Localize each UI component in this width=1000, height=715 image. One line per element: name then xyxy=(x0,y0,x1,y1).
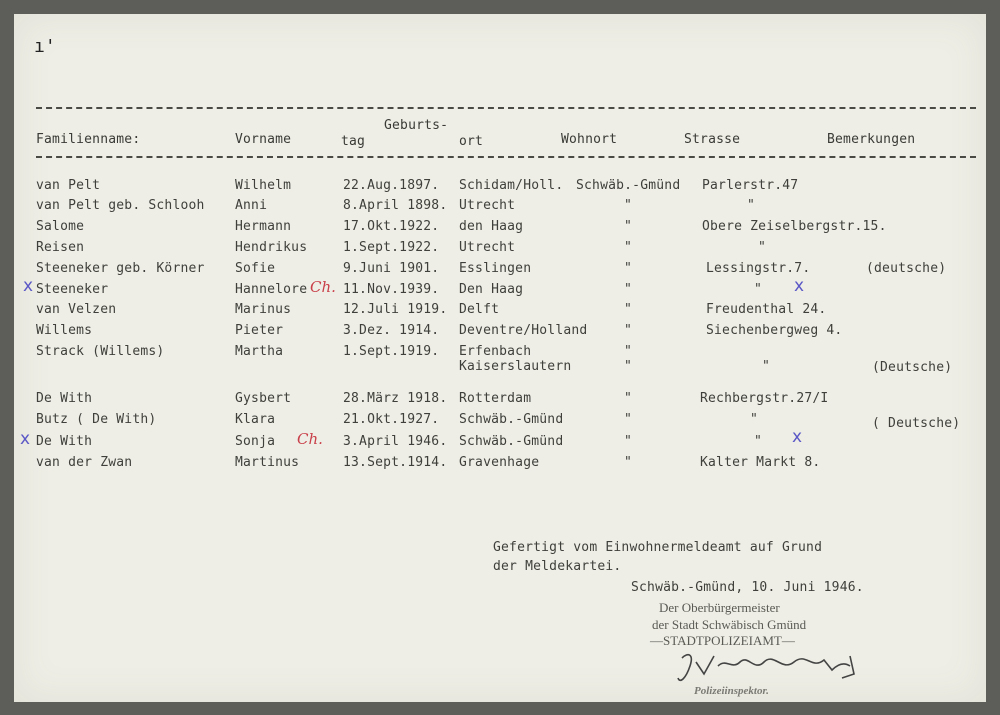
table-row-strasse: " xyxy=(754,434,763,449)
table-row-ort: Delft xyxy=(459,302,500,317)
table-row-ort: Utrecht xyxy=(459,198,516,213)
table-row-strasse: Rechbergstr.27/I xyxy=(700,391,829,406)
top-dashed-rule xyxy=(36,107,976,109)
table-row-ort: Schidam/Holl. xyxy=(459,178,564,193)
x-mark: x xyxy=(20,429,31,449)
table-row-vorname: Anni xyxy=(235,198,268,213)
table-row-familienname: van Pelt geb. Schlooh xyxy=(36,198,205,213)
table-row-familienname: van der Zwan xyxy=(36,455,133,470)
table-row-vorname: Hendrikus xyxy=(235,240,308,255)
stamp-line-3: —STADTPOLIZEIAMT— xyxy=(650,633,795,648)
table-row-bemerkungen: ( Deutsche) xyxy=(872,416,961,431)
table-row-familienname: Butz ( De With) xyxy=(36,412,157,427)
red-handwritten-mark: Ch. xyxy=(310,278,336,296)
corner-mark: ı' xyxy=(34,36,56,57)
table-row-wohnort: " xyxy=(624,302,633,317)
table-row-strasse: Obere Zeiselbergstr.15. xyxy=(702,219,887,234)
table-row-ort: Esslingen xyxy=(459,261,532,276)
table-row-ort: Schwäb.-Gmünd xyxy=(459,434,564,449)
table-row-tag: 12.Juli 1919. xyxy=(343,302,448,317)
table-row-strasse: " xyxy=(758,240,767,255)
table-row-tag: 21.Okt.1927. xyxy=(343,412,440,427)
header-tag: tag xyxy=(341,134,366,149)
table-row-ort: Utrecht xyxy=(459,240,516,255)
table-row-ort: Gravenhage xyxy=(459,455,540,470)
table-row-tag: 17.Okt.1922. xyxy=(343,219,440,234)
table-row-vorname: Pieter xyxy=(235,323,284,338)
table-row-tag: 11.Nov.1939. xyxy=(343,282,440,297)
table-row-familienname: De With xyxy=(36,391,93,406)
table-row-wohnort: " xyxy=(624,198,633,213)
stamp-line-1: Der Oberbürgermeister xyxy=(659,600,780,615)
table-row-ort: den Haag xyxy=(459,219,524,234)
signature-title: Polizeiinspektor. xyxy=(694,685,769,697)
header-geburts: Geburts- xyxy=(384,118,449,133)
header-vorname: Vorname xyxy=(235,132,292,147)
table-row-vorname: Sonja xyxy=(235,434,276,449)
table-row-familienname: Reisen xyxy=(36,240,85,255)
header-dashed-rule xyxy=(36,156,976,158)
x-mark: x xyxy=(792,427,803,447)
table-row-vorname: Marinus xyxy=(235,302,292,317)
table-row-strasse: Freudenthal 24. xyxy=(706,302,827,317)
table-row-wohnort: " xyxy=(624,219,633,234)
table-row-tag: 9.Juni 1901. xyxy=(343,261,440,276)
red-handwritten-mark: Ch. xyxy=(297,430,323,448)
table-row-strasse: Parlerstr.47 xyxy=(702,178,799,193)
table-row-vorname: Sofie xyxy=(235,261,276,276)
document-sheet xyxy=(14,14,986,702)
x-mark: x xyxy=(794,276,805,296)
table-row-bemerkungen: (deutsche) xyxy=(866,261,947,276)
table-row-wohnort: " xyxy=(624,282,633,297)
table-row-strasse: " xyxy=(750,412,759,427)
footer-place-date: Schwäb.-Gmünd, 10. Juni 1946. xyxy=(631,580,864,595)
table-row-ort: Erfenbach xyxy=(459,344,532,359)
table-row-ort: Rotterdam xyxy=(459,391,532,406)
table-row-tag: 22.Aug.1897. xyxy=(343,178,440,193)
stamp-line-2: der Stadt Schwäbisch Gmünd xyxy=(652,617,807,632)
header-ort: ort xyxy=(459,134,484,149)
table-row-wohnort: " xyxy=(624,434,633,449)
footer-line-1: Gefertigt vom Einwohnermeldeamt auf Grund xyxy=(493,540,823,555)
table-row-ort: Den Haag xyxy=(459,282,524,297)
header-bemerkungen: Bemerkungen xyxy=(827,132,916,147)
table-row-wohnort: " xyxy=(624,261,633,276)
table-row-ort: Schwäb.-Gmünd xyxy=(459,412,564,427)
signature-graphic xyxy=(674,644,864,700)
table-row-wohnort: " xyxy=(624,240,633,255)
table-row-bemerkungen: (Deutsche) xyxy=(872,360,953,375)
table-row-familienname: Willems xyxy=(36,323,93,338)
table-row-tag: 3.April 1946. xyxy=(343,434,448,449)
table-row-strasse: " xyxy=(754,282,763,297)
footer-line-2: der Meldekartei. xyxy=(493,559,622,574)
table-row-tag: 13.Sept.1914. xyxy=(343,455,448,470)
signature xyxy=(674,644,864,700)
table-row-wohnort: " xyxy=(624,455,633,470)
table-row-strasse: Kalter Markt 8. xyxy=(700,455,821,470)
table-row-vorname: Klara xyxy=(235,412,276,427)
table-row-familienname: van Pelt xyxy=(36,178,101,193)
table-row-wohnort: " xyxy=(624,344,633,359)
table-row-familienname: Steeneker xyxy=(36,282,109,297)
table-row-familienname: Strack (Willems) xyxy=(36,344,165,359)
x-mark: x xyxy=(23,276,34,296)
table-row-tag: 28.März 1918. xyxy=(343,391,448,406)
table-row-vorname: Wilhelm xyxy=(235,178,292,193)
table-row-wohnort: " xyxy=(624,412,633,427)
table-row-ort-line2: Kaiserslautern xyxy=(459,359,572,374)
table-row-tag: 1.Sept.1919. xyxy=(343,344,440,359)
table-row-vorname: Hannelore xyxy=(235,282,308,297)
header-familienname: Familienname: xyxy=(36,132,141,147)
table-row-wohnort: " xyxy=(624,323,633,338)
table-row-vorname: Martinus xyxy=(235,455,300,470)
table-row-ort: Deventre/Holland xyxy=(459,323,588,338)
table-row-tag: 8.April 1898. xyxy=(343,198,448,213)
header-wohnort: Wohnort xyxy=(561,132,618,147)
table-row-wohnort: Schwäb.-Gmünd xyxy=(576,178,681,193)
table-row-vorname: Gysbert xyxy=(235,391,292,406)
header-strasse: Strasse xyxy=(684,132,741,147)
table-row-familienname: Salome xyxy=(36,219,85,234)
table-row-tag: 3.Dez. 1914. xyxy=(343,323,440,338)
table-row-strasse: Siechenbergweg 4. xyxy=(706,323,843,338)
table-row-wohnort-line2: " xyxy=(624,359,633,374)
table-row-familienname: De With xyxy=(36,434,93,449)
table-row-wohnort: " xyxy=(624,391,633,406)
table-row-strasse: " xyxy=(762,359,771,374)
table-row-familienname: Steeneker geb. Körner xyxy=(36,261,205,276)
table-row-strasse: " xyxy=(747,198,756,213)
table-row-strasse: Lessingstr.7. xyxy=(706,261,811,276)
table-row-familienname: van Velzen xyxy=(36,302,117,317)
table-row-vorname: Martha xyxy=(235,344,284,359)
table-row-tag: 1.Sept.1922. xyxy=(343,240,440,255)
table-row-vorname: Hermann xyxy=(235,219,292,234)
